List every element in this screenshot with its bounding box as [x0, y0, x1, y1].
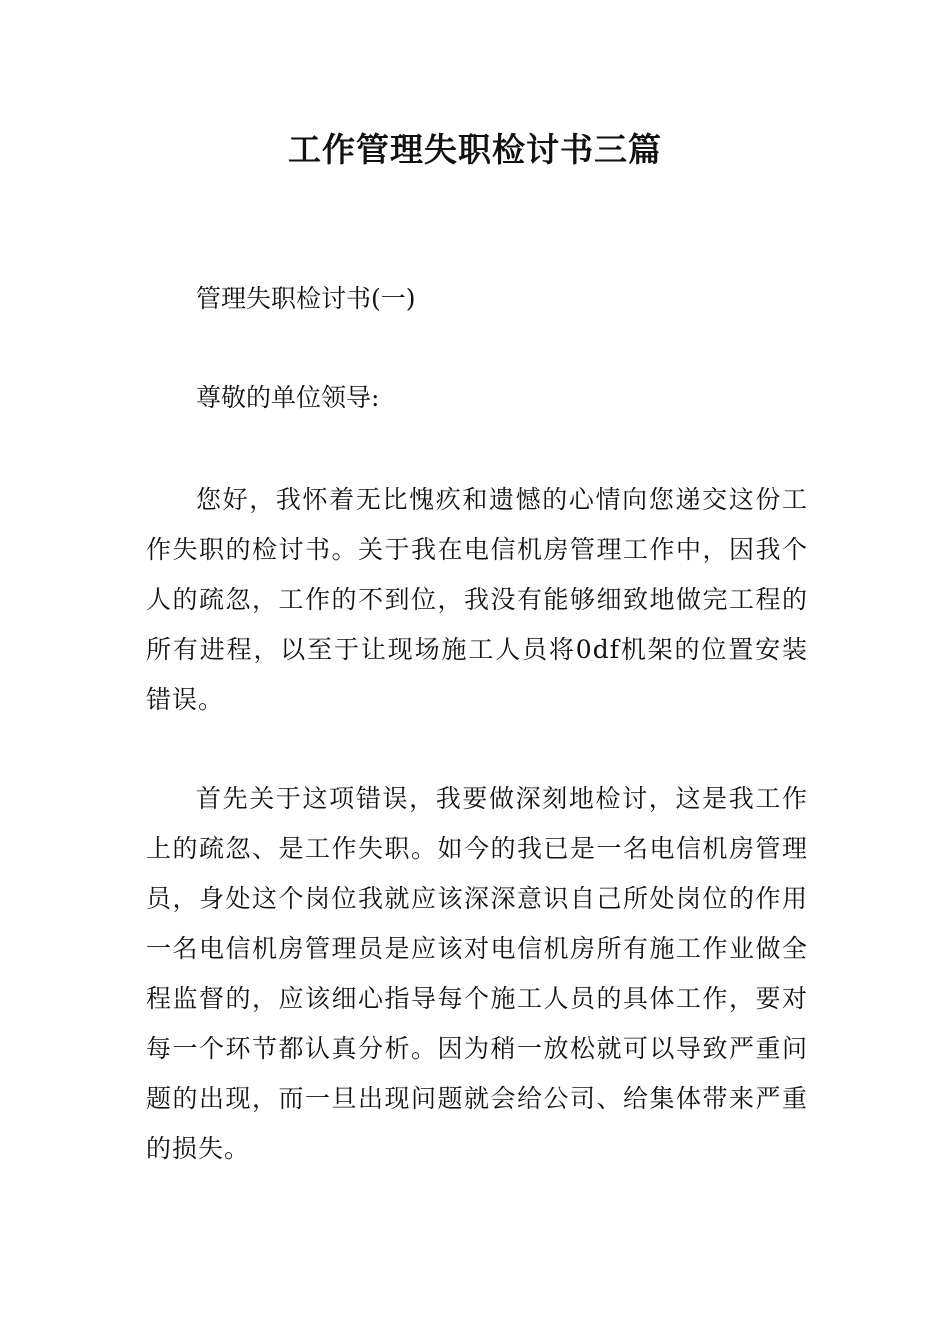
body-paragraph-1: 您好，我怀着无比愧疚和遗憾的心情向您递交这份工作失职的检讨书。关于我在电信机房管理工作中，因我个人的疏忽，工作的不到位，我没有能够细致地做完工程的所有进程，以至于让现场施工人员将0df机架的位置安装错误。 — [146, 485, 808, 714]
salutation: 尊敬的单位领导: — [196, 383, 380, 412]
document-title: 工作管理失职检讨书三篇 — [288, 130, 662, 169]
section-heading: 管理失职检讨书(一) — [196, 284, 416, 313]
body-paragraph-2: 首先关于这项错误，我要做深刻地检讨，这是我工作上的疏忽、是工作失职。如今的我已是一名电信机房管理员，身处这个岗位我就应该深深意识自己所处岗位的作用一名电信机房管理员是应该对电信机房所有施工作业做全程监督的，应该细心指导每个施工人员的具体工作，要对每一个环节都认真分析。因为稍一放松就可以导致严重问题的出现，而一旦出现问题就会给公司、给集体带来严重的损失。 — [146, 784, 808, 1163]
